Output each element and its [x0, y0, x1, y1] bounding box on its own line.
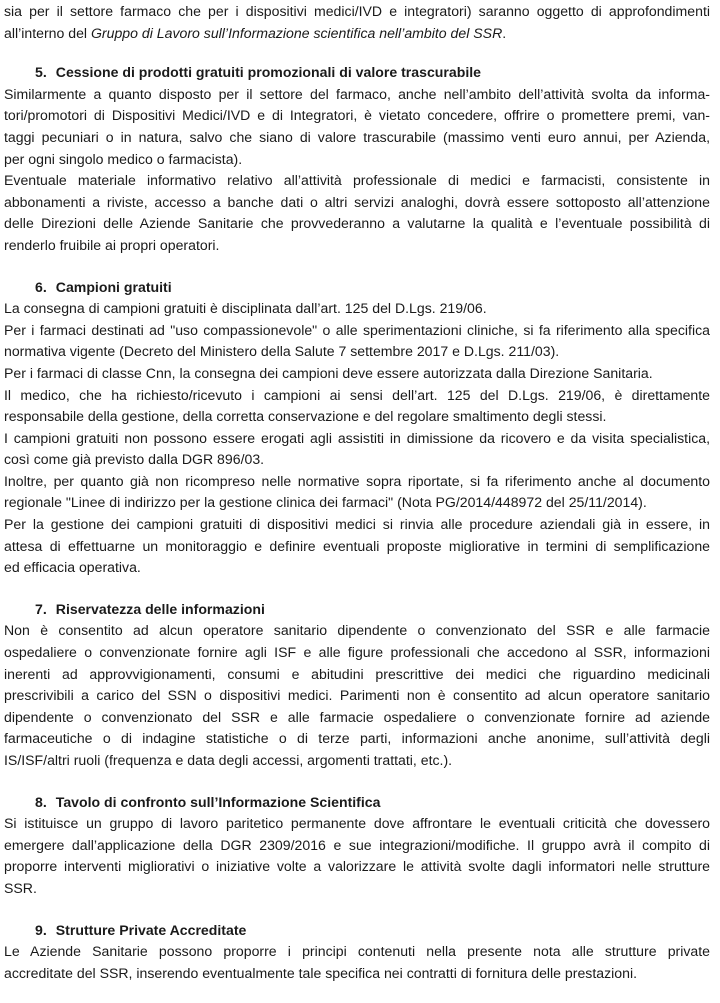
text-line: proporre interventi migliorativi o iniziative volte a valorizzare le attività svolte dagli informatori nelle strutture	[4, 858, 710, 875]
text-line: Eventuale materiale informativo relativo all’attività professionale di medici e farmacisti, consistente in	[4, 172, 710, 189]
text-line: Le Aziende Sanitarie possono proporre i principi contenuti nella presente nota alle strutture private	[4, 943, 710, 960]
text-line: abbonamenti a riviste, accesso a banche dati o altri servizi analoghi, dovrà essere sottoposto all’attenzione	[4, 193, 710, 210]
text-line: farmaceutiche o di indagine statistiche o di terze parti, informazioni anche anonime, sull’attività degli	[4, 730, 710, 747]
text-line: così come già previsto dalla DGR 896/03.	[4, 451, 265, 468]
text-line: regionale "Linee di indirizzo per la gestione clinica dei farmaci" (Nota PG/2014/448972 del 25/11/2014).	[4, 494, 647, 511]
text-line: Similarmente a quanto disposto per il settore del farmaco, anche nell’ambito dell’attività svolta da informa-	[4, 85, 710, 102]
section-title: Campioni gratuiti	[55, 278, 172, 295]
text-line: inerenti ad approvvigionamenti, consumi e abitudini prescrittive dei medici che riguardino medicinali	[4, 665, 710, 682]
text-line: prescrivibili a carico del SSN o dispositivi medici. Parimenti non è consentito ad alcun operatore sanitario	[4, 687, 710, 704]
section-body	[4, 941, 710, 984]
text-line: responsabile della gestione, della corretta conservazione e del regolare smaltimento degli stessi.	[4, 408, 607, 425]
text-line: attesa di effettuarne un monitoraggio e definire eventuali proposte migliorative in termini di semplificazione	[4, 537, 710, 554]
text-line: all’interno del Gruppo di Lavoro sull’Informazione scientifica nell’ambito del SSR.	[4, 24, 507, 41]
text-line: Inoltre, per quanto già non ricompreso nelle normative sopra riportate, si fa riferimento anche al documento	[4, 472, 710, 489]
section-heading	[4, 62, 710, 84]
text-line: per ogni singolo medico o farmacista).	[4, 150, 243, 167]
text-line: sia per il settore farmaco che per i dispositivi medici/IVD e integratori) saranno oggetto di approfondimenti	[4, 3, 710, 19]
text-line: dipendente o convenzionato del SSR e alle farmacie ospedaliere o convenzionate fornire ad aziende	[4, 708, 710, 725]
text-line: Si istituisce un gruppo di lavoro paritetico permanente dove affrontare le eventuali criticità che dovessero	[4, 815, 710, 832]
section-heading	[4, 277, 710, 299]
text-line: ed efficacia operativa.	[4, 559, 141, 576]
italic-reference: Gruppo di Lavoro sull’Informazione scientifica nell’ambito del SSR	[90, 24, 503, 41]
section-body	[4, 298, 710, 579]
section-title: Cessione di prodotti gratuiti promozionali di valore trascurabile	[55, 64, 481, 81]
section-number: 5.	[35, 64, 47, 81]
text-line: accreditate del SSR, inserendo eventualmente tale specifica nei contratti di fornitura delle prestazioni.	[4, 964, 638, 981]
section-title: Strutture Private Accreditate	[55, 921, 247, 938]
text-line: delle Direzioni delle Aziende Sanitarie che provvederanno a valutarne la qualità e l’eventuale possibilità di	[4, 215, 710, 232]
text-line: I campioni gratuiti non possono essere erogati agli assistiti in dimissione da ricovero e da visita specialistica,	[4, 429, 710, 446]
document-page	[4, 0, 710, 984]
section-number: 9.	[35, 921, 47, 938]
section-title: Riservatezza delle informazioni	[55, 600, 265, 617]
text-line: Non è consentito ad alcun operatore sanitario dipendente o convenzionato del SSR e alle farmacie	[4, 622, 710, 639]
intro-paragraph	[4, 1, 710, 44]
text-line: normativa vigente (Decreto del Ministero della Salute 7 settembre 2017 e D.Lgs. 211/03).	[4, 343, 560, 360]
text-line: renderlo fruibile ai propri operatori.	[4, 236, 220, 253]
section-heading	[4, 920, 710, 942]
section-title: Tavolo di confronto sull’Informazione Scientifica	[55, 793, 381, 810]
section-body	[4, 84, 710, 257]
section-7	[4, 599, 710, 772]
sections-container	[4, 62, 710, 984]
text-line: taggi pecuniari o in natura, salvo che siano di valore trascurabile (massimo venti euro annui, per Azienda,	[4, 128, 710, 145]
section-8	[4, 792, 710, 900]
text-line: Il medico, che ha richiesto/ricevuto i campioni ai sensi dell’art. 125 del D.Lgs. 219/06, è direttamente	[4, 386, 710, 403]
text-line: IS/ISF/altri ruoli (frequenza e data degli accessi, argomenti trattati, etc.).	[4, 752, 453, 768]
section-number: 6.	[35, 278, 47, 295]
text-line: Per i farmaci destinati ad "uso compassionevole" o alle sperimentazioni cliniche, si fa riferimento alla specifica	[4, 321, 710, 338]
section-heading	[4, 599, 710, 621]
section-number: 8.	[35, 793, 47, 810]
text-line: emergere dall’applicazione della DGR 2309/2016 e sue integrazioni/modifiche. Il gruppo avrà il compito di	[4, 836, 710, 853]
section-number: 7.	[35, 600, 47, 617]
text-line: La consegna di campioni gratuiti è disciplinata dall’art. 125 del D.Lgs. 219/06.	[4, 300, 487, 317]
section-body	[4, 620, 710, 771]
text-line: ospedaliere o convenzionate fornire agli ISF e alle figure professionali che accedono al SSR, informazioni	[4, 644, 710, 661]
text-line: Per i farmaci di classe Cnn, la consegna dei campioni deve essere autorizzata dalla Direzione Sanitaria.	[4, 364, 653, 381]
section-body	[4, 813, 710, 899]
text-line: SSR.	[4, 879, 37, 896]
section-5	[4, 62, 710, 256]
text-line: Per la gestione dei campioni gratuiti di dispositivi medici si rinvia alle procedure aziendali già in essere, in	[4, 516, 710, 533]
text-line: tori/promotori di Dispositivi Medici/IVD e di Integratori, è vietato concedere, offrire o promettere premi, van-	[4, 107, 710, 124]
section-heading	[4, 792, 710, 814]
section-9	[4, 920, 710, 985]
section-6	[4, 277, 710, 579]
